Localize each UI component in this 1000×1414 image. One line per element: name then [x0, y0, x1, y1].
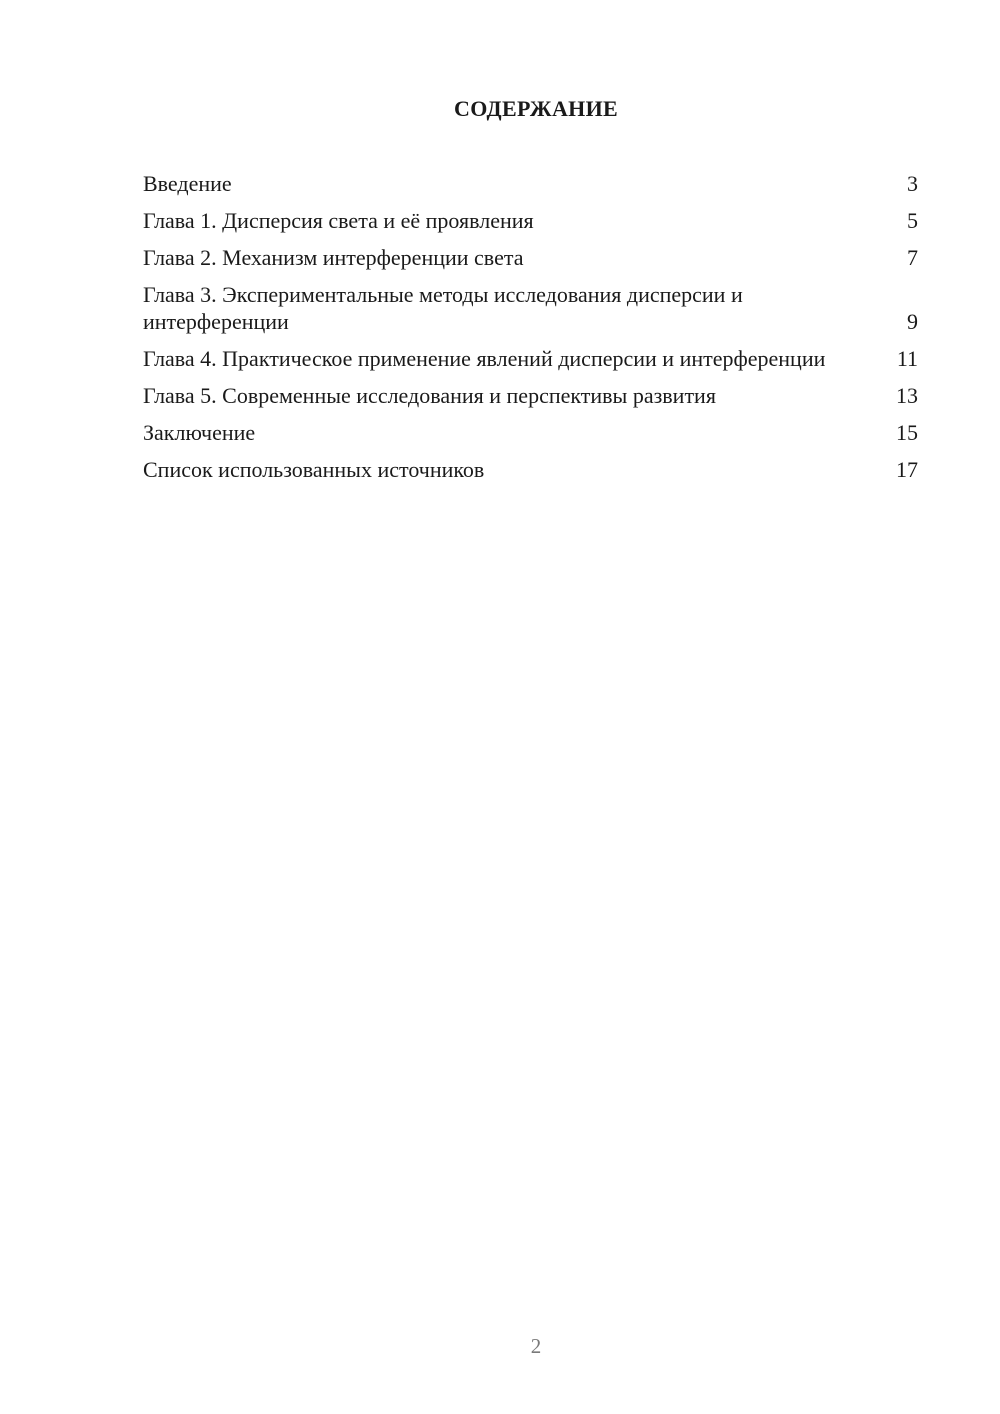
toc-entry[interactable]	[143, 419, 918, 446]
toc-entry[interactable]	[143, 170, 918, 197]
toc-entry[interactable]	[143, 456, 918, 483]
toc-entry-page: 17	[896, 457, 918, 482]
toc-entry-title: Введение	[143, 171, 232, 196]
toc-entry[interactable]	[143, 281, 918, 335]
toc-entry-title: Глава 4. Практическое применение явлений дисперсии и интерференции	[143, 346, 826, 371]
toc-entry-title: Глава 3. Экспериментальные методы исследования дисперсии и интерференции	[143, 282, 743, 334]
toc-entry-page: 11	[896, 346, 918, 371]
toc-entry-title: Список использованных источников	[143, 457, 485, 482]
toc-entry[interactable]	[143, 345, 918, 372]
toc-entry[interactable]	[143, 382, 918, 409]
toc-entry-title: Глава 1. Дисперсия света и её проявления	[143, 208, 534, 233]
toc-entry-title: Глава 5. Современные исследования и перспективы развития	[143, 383, 716, 408]
toc-entry-page: 13	[896, 383, 918, 408]
toc-entry-title: Заключение	[143, 420, 256, 445]
page-number: 2	[530, 1334, 542, 1358]
toc-entry-page: 3	[907, 171, 918, 196]
toc-entry-page: 9	[907, 309, 918, 334]
page-title: СОДЕРЖАНИЕ	[454, 96, 618, 121]
table-of-contents	[143, 170, 918, 493]
toc-entry-title: Глава 2. Механизм интерференции света	[143, 245, 524, 270]
toc-entry[interactable]	[143, 244, 918, 271]
toc-entry-page: 15	[896, 420, 918, 445]
toc-entry-page: 7	[907, 245, 918, 270]
toc-entry[interactable]	[143, 207, 918, 234]
toc-entry-page: 5	[907, 208, 918, 233]
